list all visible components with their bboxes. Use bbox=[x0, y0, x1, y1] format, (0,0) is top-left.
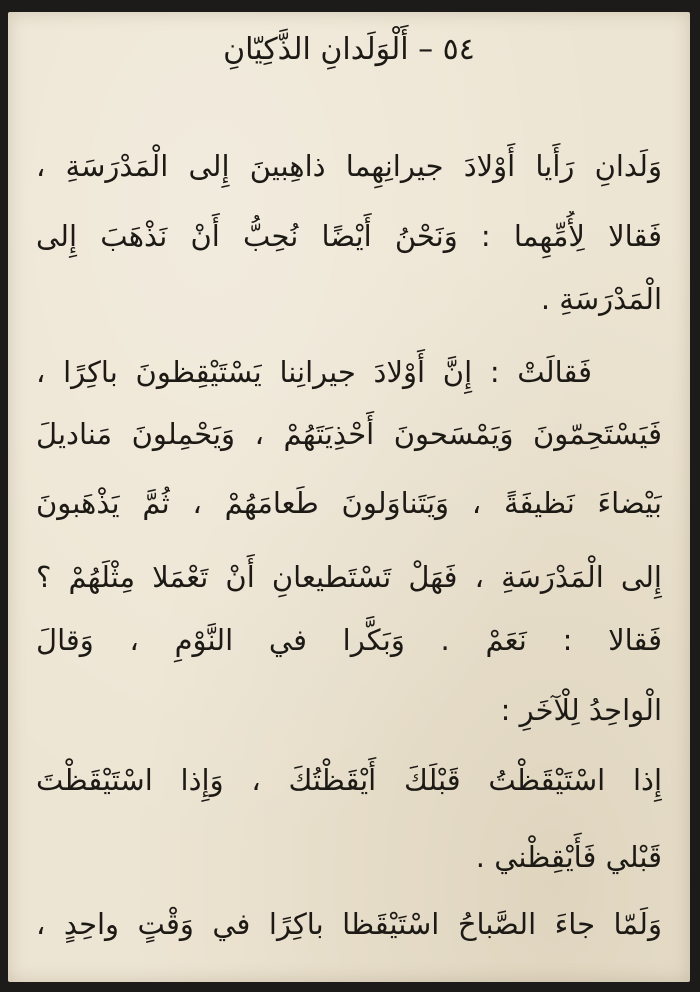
text-line-9: الْواحِدُ لِلْآخَرِ : bbox=[500, 693, 662, 727]
book-page bbox=[8, 12, 690, 982]
page-body bbox=[36, 12, 662, 982]
text-line-1: وَلَدانِ رَأَيا أَوْلادَ جيرانِهِما ذاهِبينَ إِلى الْمَدْرَسَةِ ، bbox=[36, 149, 662, 183]
text-line-6: بَيْضاءَ نَظيفَةً ، وَيَتَناوَلونَ طَعامَهُمْ ، ثُمَّ يَذْهَبونَ bbox=[36, 486, 662, 520]
text-line-12: وَلَمّا جاءَ الصَّباحُ اسْتَيْقَظا باكِرًا في وَقْتٍ واحِدٍ ، bbox=[36, 907, 662, 941]
page-title: ٥٤ – أَلْوَلَدانِ الذَّكِيّانِ bbox=[223, 32, 475, 67]
text-line-8: فَقالا : نَعَمْ . وَبَكَّرا في النَّوْمِ ، وَقالَ bbox=[36, 623, 662, 657]
text-line-3: الْمَدْرَسَةِ . bbox=[540, 282, 662, 316]
text-line-7: إِلى الْمَدْرَسَةِ ، فَهَلْ تَسْتَطيعانِ أَنْ تَعْمَلا مِثْلَهُمْ ؟ bbox=[36, 560, 662, 594]
text-line-5: فَيَسْتَحِمّونَ وَيَمْسَحونَ أَحْذِيَتَهُمْ ، وَيَحْمِلونَ مَناديلَ bbox=[36, 417, 662, 451]
text-line-11: قَبْلي فَأَيْقِظْني . bbox=[475, 840, 662, 874]
text-line-10: إِذا اسْتَيْقَظْتُ قَبْلَكَ أَيْقَظْتُكَ ، وَإِذا اسْتَيْقَظْتَ bbox=[36, 763, 662, 797]
text-line-2: فَقالا لِأُمِّهِما : وَنَحْنُ أَيْضًا نُحِبُّ أَنْ نَذْهَبَ إِلى bbox=[36, 219, 662, 253]
text-line-4: فَقالَتْ : إِنَّ أَوْلادَ جيرانِنا يَسْتَيْقِظونَ باكِرًا ، bbox=[36, 355, 592, 389]
